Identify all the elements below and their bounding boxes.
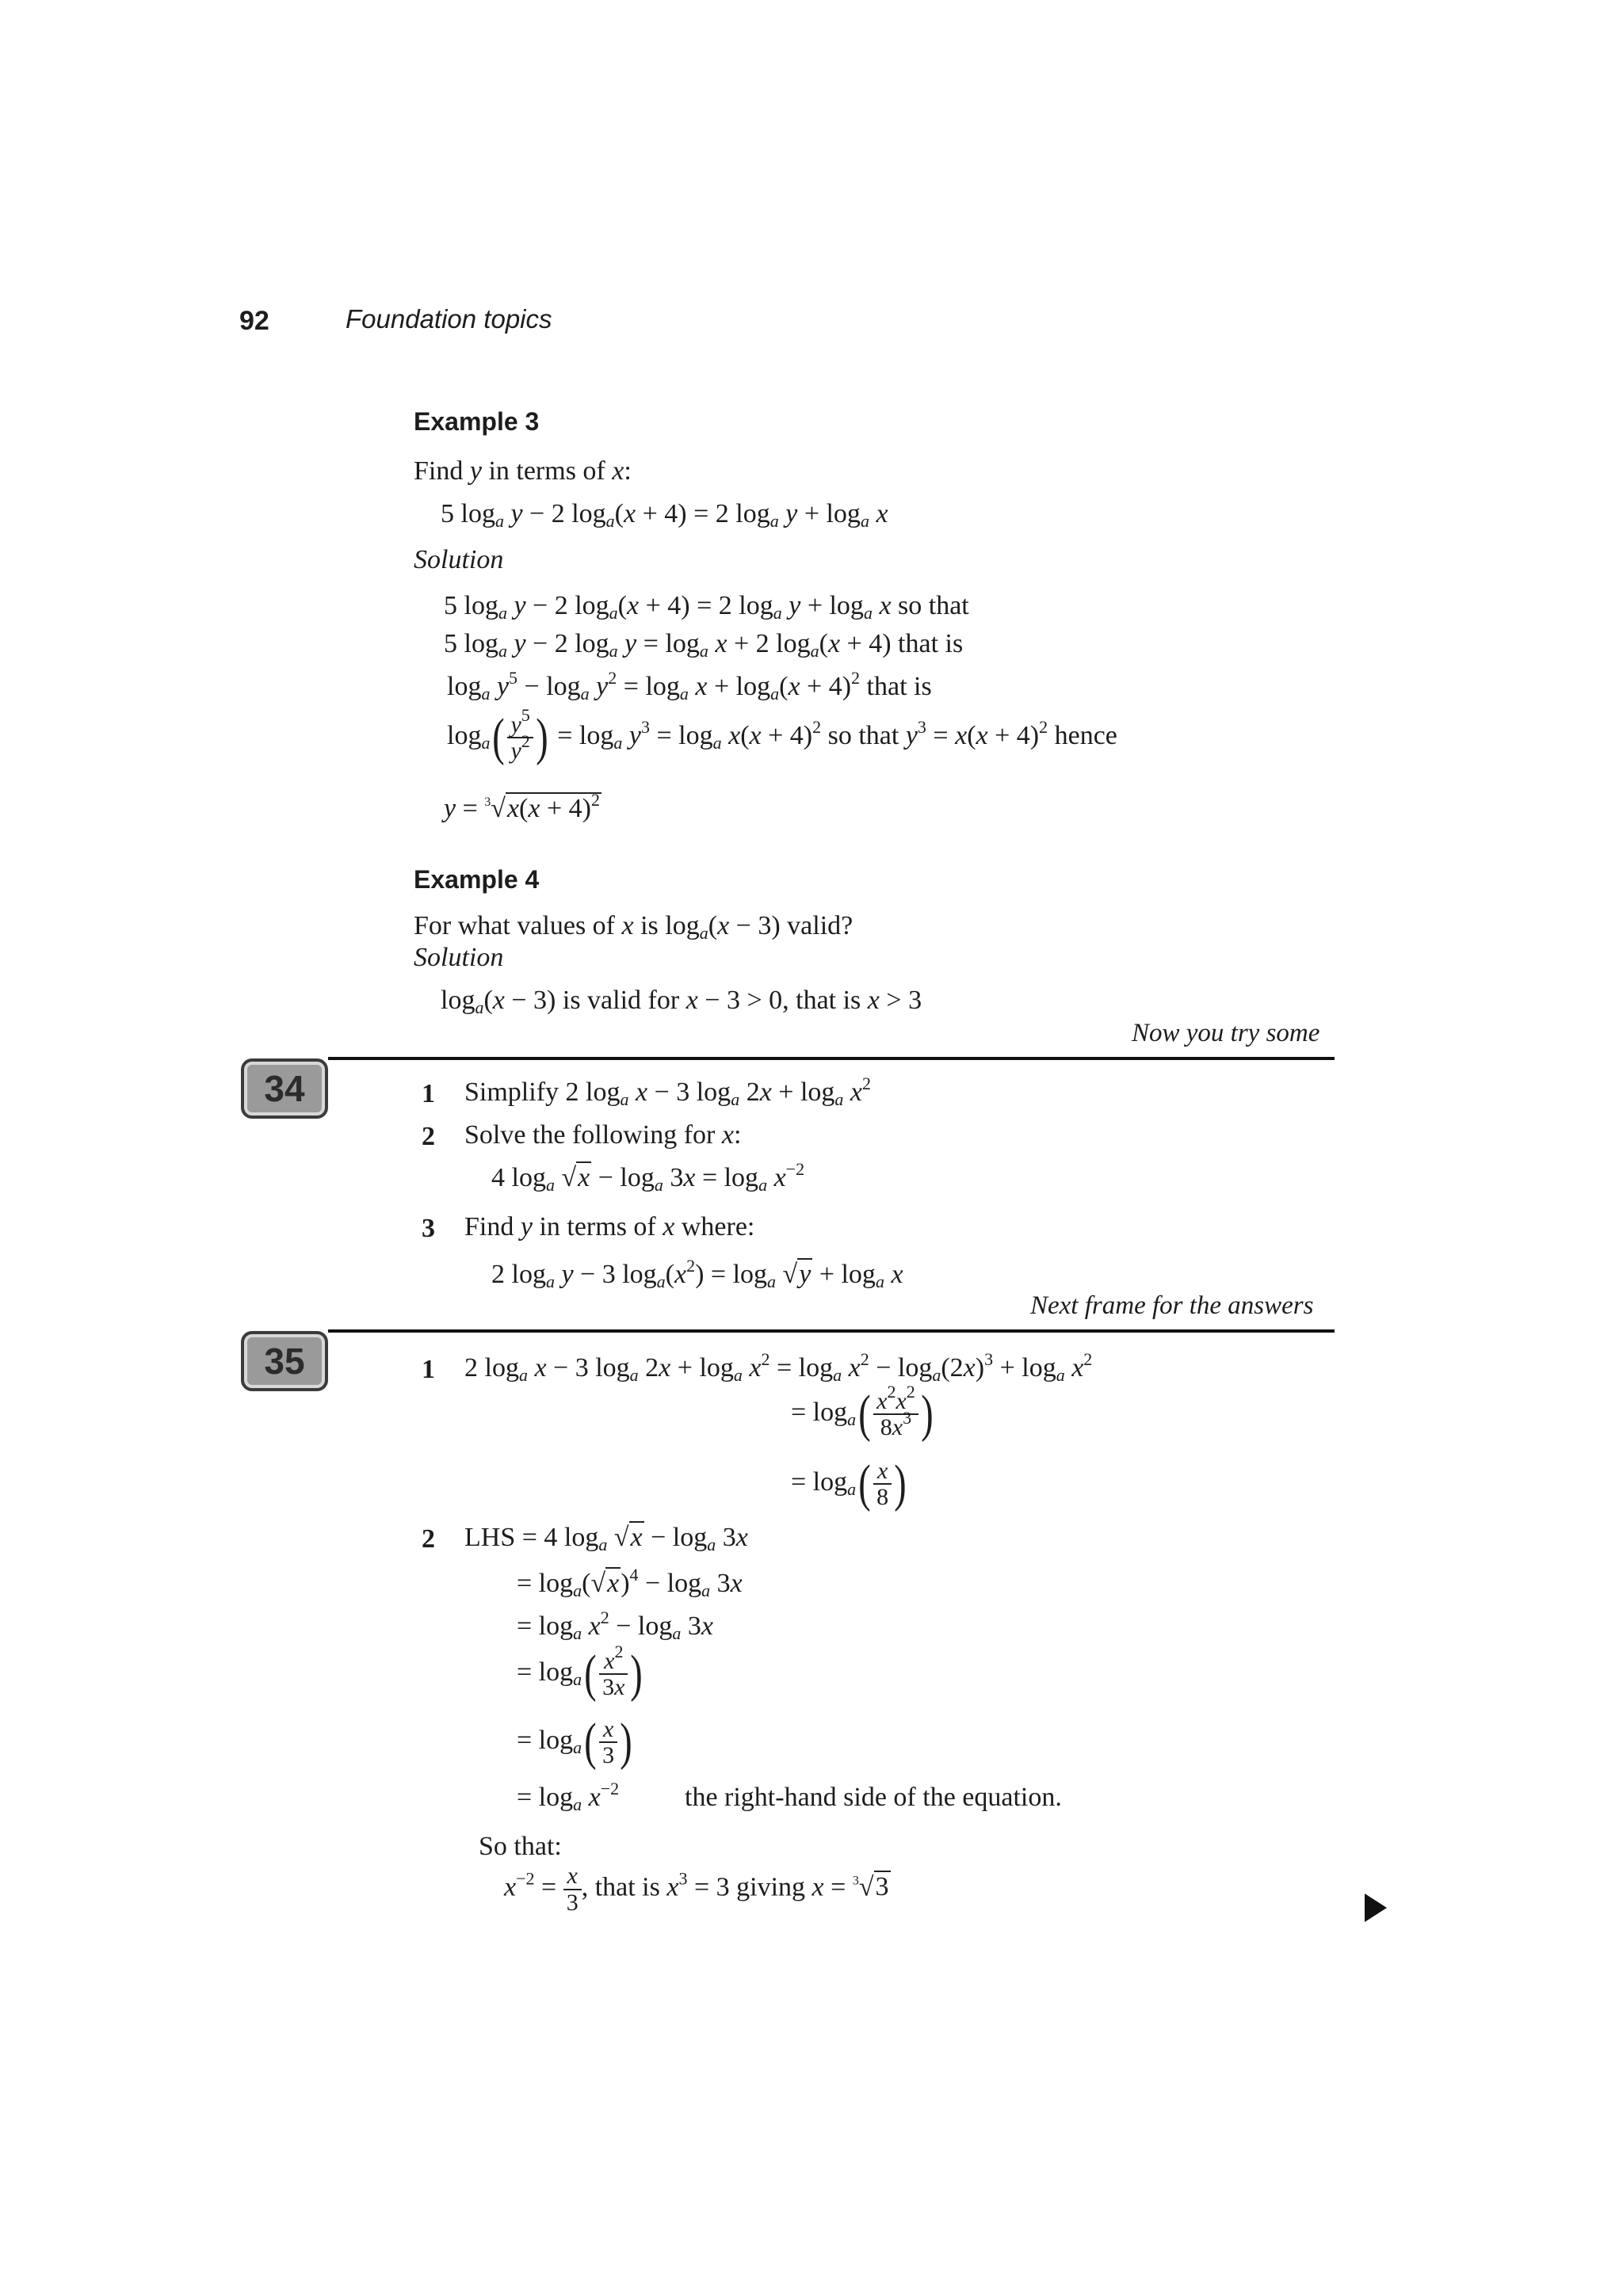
example-3-equation: 5 $\log_a y - 2$ $\log_a(x + 4) = 2$ $\log_a y + \log_a x$ (441, 499, 888, 531)
frame-34-item-2-equation: 4 $\log_a √x - \log_a 3x = \log_a x^{-2}$ (491, 1159, 805, 1195)
example-3-heading: Example 3 (414, 407, 540, 436)
example-3-solution-label: Solution (414, 545, 504, 574)
frame-34-item-3-equation: 2 $\log_a y - 3$ $\log_a(x^2) = \log_a √y + \log_a x$ (491, 1256, 903, 1291)
frame-34-item-2-number: 2 (422, 1122, 435, 1151)
frame-35-answer-2-note: the right-hand side of the equation. (685, 1783, 1062, 1812)
running-title: Foundation topics (346, 304, 552, 334)
now-try-cue: Now you try some (1132, 1019, 1320, 1047)
frame-35-answer-2-line-2: = $\log_a(√x)^4 - \log_a 3x$ (517, 1565, 743, 1600)
example-4-question: For what values of x is $\log_a(x - 3)$ valid? (414, 911, 854, 943)
frame-34-item-1: Simplify 2 $\log_a x - 3$ $\log_a 2x + \log_a x^2$ (464, 1074, 871, 1109)
example-4-answer: $\log_a(x - 3)$ is valid for x − 3 > 0, that is x > 3 (441, 986, 922, 1017)
example-3-line-1: 5 $\log_a y - 2$ $\log_a(x + 4) = 2$ $\log_a y + \log_a x$ so that (444, 591, 969, 623)
example-3-line-5: $y = ^3√x(x + 4)^2$ (444, 790, 600, 823)
example-4-solution-label: Solution (414, 943, 504, 972)
frame-35-answer-2-line-4: = $\log_a$( $\frac{x^2}{3x}$ ) (517, 1641, 643, 1703)
next-frame-cue: Next frame for the answers (1030, 1291, 1314, 1320)
frame-35-answer-1-line-2: = $\log_a$( $\frac{x^2x^2}{8x^3}$ ) (791, 1381, 934, 1443)
example-4-heading: Example 4 (414, 865, 540, 894)
frame-35-rule (328, 1329, 1335, 1333)
frame-35-answer-2-line-6: = $\log_a x^{-2}$ (517, 1779, 620, 1814)
example-3-line-2: 5 $\log_a y - 2$ $\log_a y = \log_a x + 2$ $\log_a(x + 4)$ that is (444, 629, 964, 661)
frame-34-item-3: Find y in terms of x where: (464, 1212, 755, 1241)
page-number: 92 (239, 306, 269, 336)
example-3-line-3: $\log_a y^5 - \log_a y^2 = \log_a x + \log_a(x + 4)^2$ that is (447, 668, 932, 704)
frame-34-rule (328, 1057, 1335, 1060)
example-3-line-4: $\log_a$( $\frac{y^5}{y^2}$ ) = $\log_a y^3 = \log_a x(x + 4)^2$ so that $y^3 = x(x + 4)^2$ hence (447, 704, 1117, 766)
frame-34-item-2: Solve the following for x: (464, 1120, 742, 1150)
frame-35-answer-1-number: 1 (422, 1355, 435, 1384)
frame-34-item-1-number: 1 (422, 1079, 435, 1108)
frame-35-badge: 35 (241, 1331, 328, 1391)
frame-34-item-3-number: 3 (422, 1214, 435, 1243)
frame-35-final: $x^{-2}$ = $\frac{x}{3}$ , that is $x^3 = 3$ giving x = $^3$√3 (504, 1863, 889, 1916)
frame-35-answer-2-line-1: LHS = 4 $\log_a √x - \log_a 3x$ (464, 1523, 748, 1554)
frame-34-badge: 34 (241, 1058, 328, 1119)
frame-35-answer-2-line-5: = $\log_a$( $\frac{x}{3}$ ) (517, 1713, 632, 1771)
frame-35-answer-2-line-3: = $\log_a x^2 - \log_a 3x$ (517, 1608, 713, 1643)
frame-35-so-that: So that: (479, 1832, 562, 1861)
next-arrow-icon[interactable] (1365, 1894, 1387, 1922)
frame-35-answer-1-line-3: = $\log_a$( $\frac{x}{8}$ ) (791, 1455, 907, 1512)
example-3-prompt: Find y in terms of x: (414, 456, 632, 486)
frame-35-answer-2-number: 2 (422, 1524, 435, 1554)
frame-35-answer-1-line-1: 2 $\log_a x - 3$ $\log_a 2x + \log_a x^2 = \log_a x^2 - \log_a(2x)^3 + \log_a x^2$ (464, 1349, 1093, 1385)
